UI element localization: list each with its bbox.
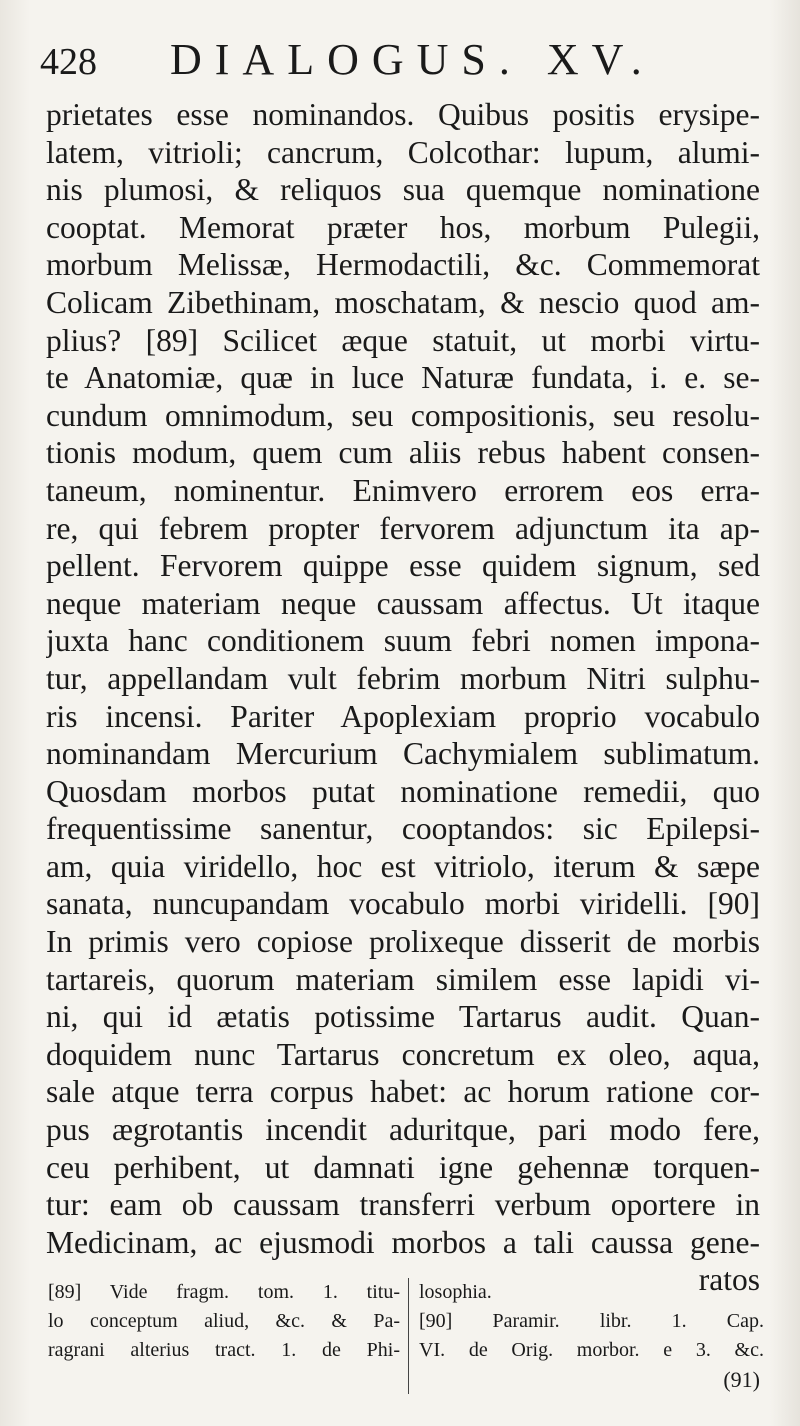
text-line: pus ægrotantis incendit aduritque, pari modo fere, [46, 1112, 760, 1148]
footnotes [48, 1278, 764, 1394]
text-line: nominandam Mercurium Cachymialem sublimatum. [46, 736, 760, 772]
footnote-line: [89] Vide fragm. tom. 1. titu- [48, 1281, 400, 1303]
text-line: ceu perhibent, ut damnati igne gehennæ torquen- [46, 1149, 760, 1185]
footnote-column-left [48, 1278, 409, 1394]
text-line: juxta hanc conditionem suum febri nomen impona- [46, 623, 760, 659]
text-line: ris incensi. Pariter Apoplexiam proprio vocabulo [46, 698, 760, 734]
catchword: ratos [698, 1262, 760, 1298]
text-line: neque materiam neque caussam affectus. Ut itaque [46, 585, 760, 621]
text-line: latem, vitrioli; cancrum, Colcothar: lupum, alumi- [46, 134, 760, 170]
text-line: plius? [89] Scilicet æque statuit, ut morbi virtu- [46, 322, 760, 358]
text-line: taneum, nominentur. Enimvero errorem eos erra- [46, 472, 760, 508]
text-line: tur: eam ob caussam transferri verbum oportere in [46, 1187, 760, 1223]
text-line: In primis vero copiose prolixeque disserit de morbis [46, 924, 760, 960]
text-line: cooptat. Memorat præter hos, morbum Pulegii, [46, 209, 760, 245]
text-line: frequentissime sanentur, cooptandos: sic Epilepsi- [46, 811, 760, 847]
text-line: morbum Melissæ, Hermodactili, &c. Commemorat [46, 247, 760, 283]
text-line: tartareis, quorum materiam similem esse lapidi vi- [46, 961, 760, 997]
text-line: am, quia viridello, hoc est vitriolo, iterum & sæpe [46, 848, 760, 884]
text-line: doquidem nunc Tartarus concretum ex oleo, aqua, [46, 1036, 760, 1072]
text-line: sanata, nuncupandam vocabulo morbi viridelli. [90] [46, 886, 760, 922]
footnote-line: ragrani alterius tract. 1. de Phi- [48, 1339, 400, 1361]
text-line: nis plumosi, & reliquos sua quemque nominatione [46, 172, 760, 208]
footnote-column-right [409, 1278, 764, 1394]
text-line: prietates esse nominandos. Quibus positis erysipe- [46, 97, 760, 132]
running-head [40, 34, 760, 96]
text-line: pellent. Fervorem quippe esse quidem signum, sed [46, 548, 760, 584]
text-line: Medicinam, ac ejusmodi morbos a tali caussa gene- [46, 1224, 760, 1260]
footnote-line: VI. de Orig. morbor. e 3. &c. [419, 1339, 764, 1361]
text-line: tur, appellandam vult febrim morbum Nitri sulphu- [46, 660, 760, 696]
text-line: cundum omnimodum, seu compositionis, seu resolu- [46, 397, 760, 433]
footnote-line: losophia. [419, 1281, 492, 1303]
text-line: re, qui febrem propter fervorem adjunctum ita ap- [46, 510, 760, 546]
footnote-line: lo conceptum aliud, &c. & Pa- [48, 1310, 400, 1332]
main-text [46, 96, 760, 1299]
text-line: sale atque terra corpus habet: ac horum ratione cor- [46, 1074, 760, 1110]
text-line: Colicam Zibethinam, moschatam, & nescio quod am- [46, 284, 760, 320]
footnote-line: [90] Paramir. libr. 1. Cap. [419, 1310, 764, 1332]
running-title: DIALOGUS. XV. [170, 35, 655, 84]
text-line: ni, qui id ætatis potissime Tartarus audit. Quan- [46, 999, 760, 1035]
signature-mark: (91) [723, 1367, 760, 1392]
text-line: te Anatomiæ, quæ in luce Naturæ fundata, i. e. se- [46, 360, 760, 396]
page-number: 428 [40, 41, 97, 83]
text-line: tionis modum, quem cum aliis rebus habent consen- [46, 435, 760, 471]
text-line: Quosdam morbos putat nominatione remedii, quo [46, 773, 760, 809]
